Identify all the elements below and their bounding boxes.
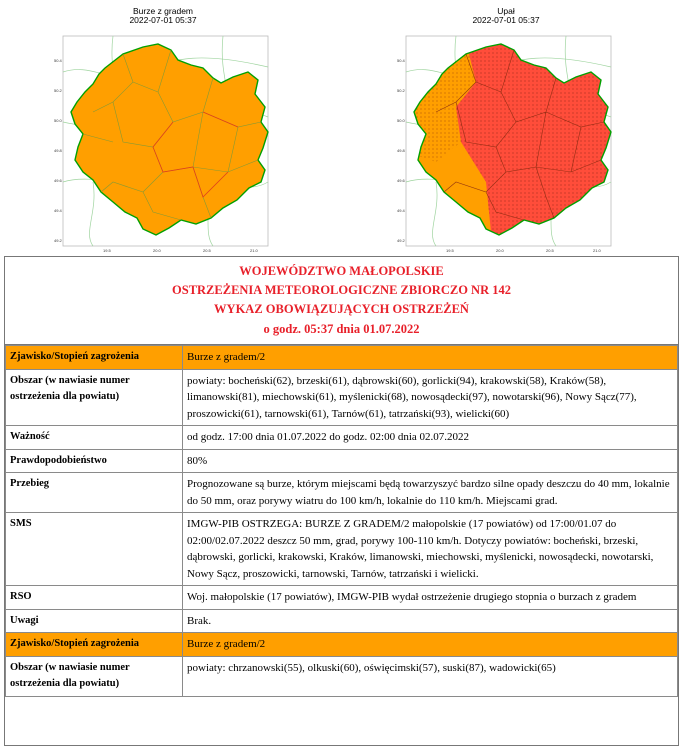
warning-table xyxy=(5,345,678,697)
y-tick: 49.8 xyxy=(54,148,62,153)
y-tick: 49.2 xyxy=(397,238,405,243)
table-row xyxy=(6,369,678,426)
row-value: IMGW-PIB OSTRZEGA: BURZE Z GRADEM/2 małopolskie (17 powiatów) od 17:00/01.07 do 02:00/02.07.2022 deszcz 50 mm, grad, porywy 100-110 km/h. Dotyczy powiatów: bocheński, brzeski, dąbrowski, gorlicki, krakowski, Kraków, limanowski, miechowski, myślenicki, nowosądecki, nowotarski, Nowy Sącz, proszowicki, tarnowski, Tarnów, tatrzański i wielicki. xyxy=(183,513,678,586)
row-key: Prawdopodobieństwo xyxy=(6,449,183,473)
y-tick: 49.6 xyxy=(54,178,62,183)
y-tick: 50.4 xyxy=(397,58,405,63)
voivodeship-title: WOJEWÓDZTWO MAŁOPOLSKIE xyxy=(239,264,444,278)
x-tick: 20.5 xyxy=(546,248,554,253)
row-value: Prognozowane są burze, którym miejscami będą towarzyszyć bardzo silne opady deszczu do 40 mm, lokalnie do 50 mm, oraz porywy wiatru do 100 km/h, lokalnie do 110 km/h. Miejscami grad. xyxy=(183,473,678,513)
x-tick: 20.0 xyxy=(153,248,161,253)
map-canvas xyxy=(396,32,616,254)
map-heat xyxy=(396,6,616,254)
x-tick: 20.5 xyxy=(203,248,211,253)
issue-time: o godz. 05:37 dnia 01.07.2022 xyxy=(263,322,420,336)
y-tick: 49.4 xyxy=(397,208,405,213)
y-tick: 49.8 xyxy=(397,148,405,153)
row-key: Ważność xyxy=(6,426,183,450)
row-key: Uwagi xyxy=(6,609,183,633)
row-value: powiaty: chrzanowski(55), olkuski(60), oświęcimski(57), suski(87), wadowicki(65) xyxy=(183,656,678,696)
row-value: od godz. 17:00 dnia 01.07.2022 do godz. 02:00 dnia 02.07.2022 xyxy=(183,426,678,450)
map-storms-hail xyxy=(53,6,273,254)
table-row xyxy=(6,633,678,657)
map-title: Burze z gradem xyxy=(133,6,193,16)
row-key: Obszar (w nawiasie numer ostrzeżenia dla powiatu) xyxy=(6,656,183,696)
table-row xyxy=(6,513,678,586)
warning-maps xyxy=(0,0,683,255)
y-tick: 50.2 xyxy=(54,88,62,93)
table-row xyxy=(6,586,678,610)
row-key: Obszar (w nawiasie numer ostrzeżenia dla powiatu) xyxy=(6,369,183,426)
table-row xyxy=(6,346,678,370)
row-value: powiaty: bocheński(62), brzeski(61), dąbrowski(60), gorlicki(94), krakowski(58), Kraków(58), limanowski(81), miechowski(61), myślenicki(68), nowosądecki(97), nowotarski(96), Nowy Sącz(77), proszowicki(61), tarnowski(61), Tarnów(61), tatrzański(93), wielicki(60) xyxy=(183,369,678,426)
table-row xyxy=(6,473,678,513)
row-value: Woj. małopolskie (17 powiatów), IMGW-PIB wydał ostrzeżenie drugiego stopnia o burzach z gradem xyxy=(183,586,678,610)
y-tick: 50.0 xyxy=(397,118,405,123)
x-tick: 20.0 xyxy=(496,248,504,253)
map-timestamp: 2022-07-01 05:37 xyxy=(472,15,540,25)
x-tick: 21.0 xyxy=(593,248,601,253)
map-canvas xyxy=(53,32,273,254)
row-key: Zjawisko/Stopień zagrożenia xyxy=(6,633,183,657)
row-key: RSO xyxy=(6,586,183,610)
list-title: WYKAZ OBOWIĄZUJĄCYCH OSTRZEŻEŃ xyxy=(214,302,469,316)
y-tick: 49.4 xyxy=(54,208,62,213)
row-value: Burze z gradem/2 xyxy=(183,633,678,657)
row-key: Zjawisko/Stopień zagrożenia xyxy=(6,346,183,370)
table-row xyxy=(6,449,678,473)
map-title: Upał xyxy=(497,6,515,16)
map-timestamp: 2022-07-01 05:37 xyxy=(129,15,197,25)
table-row xyxy=(6,426,678,450)
document-header xyxy=(5,257,678,345)
row-value: Brak. xyxy=(183,609,678,633)
row-value: Burze z gradem/2 xyxy=(183,346,678,370)
table-row xyxy=(6,609,678,633)
y-tick: 50.4 xyxy=(54,58,62,63)
x-tick: 19.5 xyxy=(103,248,111,253)
table-row xyxy=(6,656,678,696)
summary-title: OSTRZEŻENIA METEOROLOGICZNE ZBIORCZO NR 142 xyxy=(172,283,511,297)
row-key: SMS xyxy=(6,513,183,586)
x-tick: 19.5 xyxy=(446,248,454,253)
warning-document xyxy=(4,256,679,746)
x-tick: 21.0 xyxy=(250,248,258,253)
y-tick: 50.2 xyxy=(397,88,405,93)
row-value: 80% xyxy=(183,449,678,473)
y-tick: 49.2 xyxy=(54,238,62,243)
row-key: Przebieg xyxy=(6,473,183,513)
y-tick: 49.6 xyxy=(397,178,405,183)
y-tick: 50.0 xyxy=(54,118,62,123)
